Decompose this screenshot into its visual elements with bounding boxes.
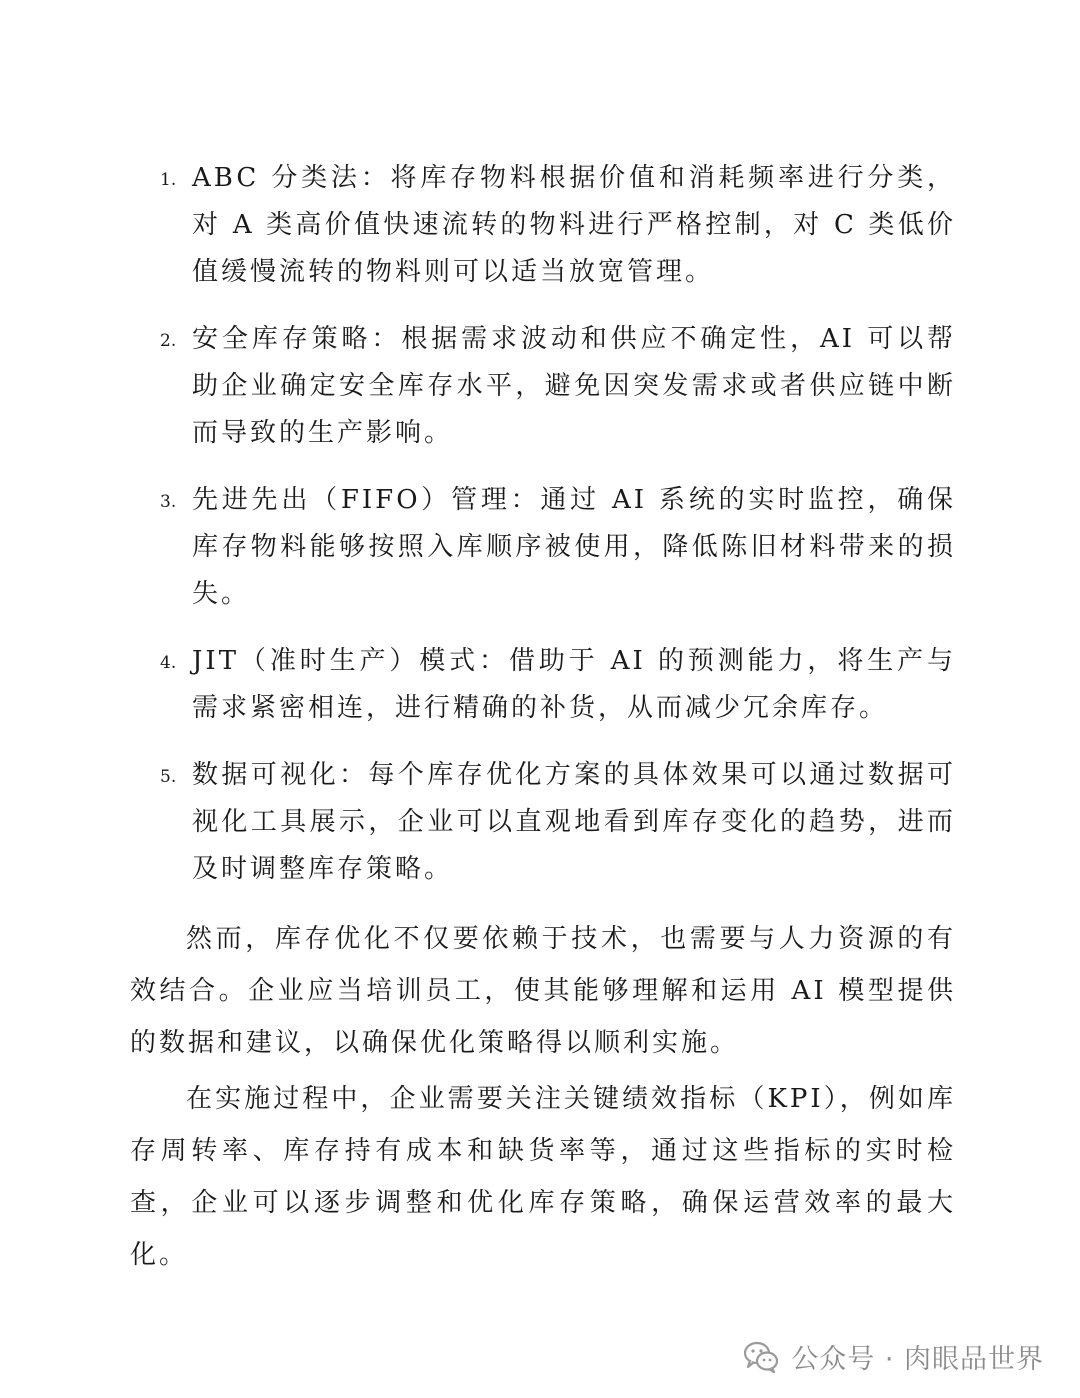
list-item (130, 638, 956, 732)
list-item (130, 752, 956, 893)
strategy-list (130, 155, 956, 893)
list-item (130, 316, 956, 457)
list-item-text: ABC 分类法：将库存物料根据价值和消耗频率进行分类，对 A 类高价值快速流转的物料进行严格控制，对 C 类低价值缓慢流转的物料则可以适当放宽管理。 (192, 163, 956, 287)
list-number: 2. (160, 331, 177, 351)
list-item-text: 数据可视化：每个库存优化方案的具体效果可以通过数据可视化工具展示，企业可以直观地看到库存变化的趋势，进而及时调整库存策略。 (192, 760, 956, 884)
paragraph-human-resources: 然而，库存优化不仅要依赖于技术，也需要与人力资源的有效结合。企业应当培训员工，使其能够理解和运用 AI 模型提供的数据和建议，以确保优化策略得以顺利实施。 (130, 924, 956, 1058)
list-number: 4. (160, 653, 177, 673)
paragraph-kpi: 在实施过程中，企业需要关注关键绩效指标（KPI），例如库存周转率、库存持有成本和缺货率等，通过这些指标的实时检查，企业可以逐步调整和优化库存策略，确保运营效率的最大化。 (130, 1084, 956, 1270)
list-number: 3. (160, 492, 177, 512)
document-body (130, 155, 956, 1281)
wechat-icon (743, 1341, 779, 1373)
list-number: 1. (160, 170, 177, 190)
watermark (743, 1337, 1044, 1376)
watermark-text: 公众号 · 肉眼品世界 (791, 1344, 1044, 1375)
list-item (130, 477, 956, 618)
list-number: 5. (160, 767, 177, 787)
list-item-text: 安全库存策略：根据需求波动和供应不确定性，AI 可以帮助企业确定安全库存水平，避免因突发需求或者供应链中断而导致的生产影响。 (192, 324, 956, 448)
list-item (130, 155, 956, 296)
list-item-text: JIT（准时生产）模式：借助于 AI 的预测能力，将生产与需求紧密相连，进行精确的补货，从而减少冗余库存。 (192, 646, 956, 723)
list-item-text: 先进先出（FIFO）管理：通过 AI 系统的实时监控，确保库存物料能够按照入库顺序被使用，降低陈旧材料带来的损失。 (192, 485, 956, 609)
